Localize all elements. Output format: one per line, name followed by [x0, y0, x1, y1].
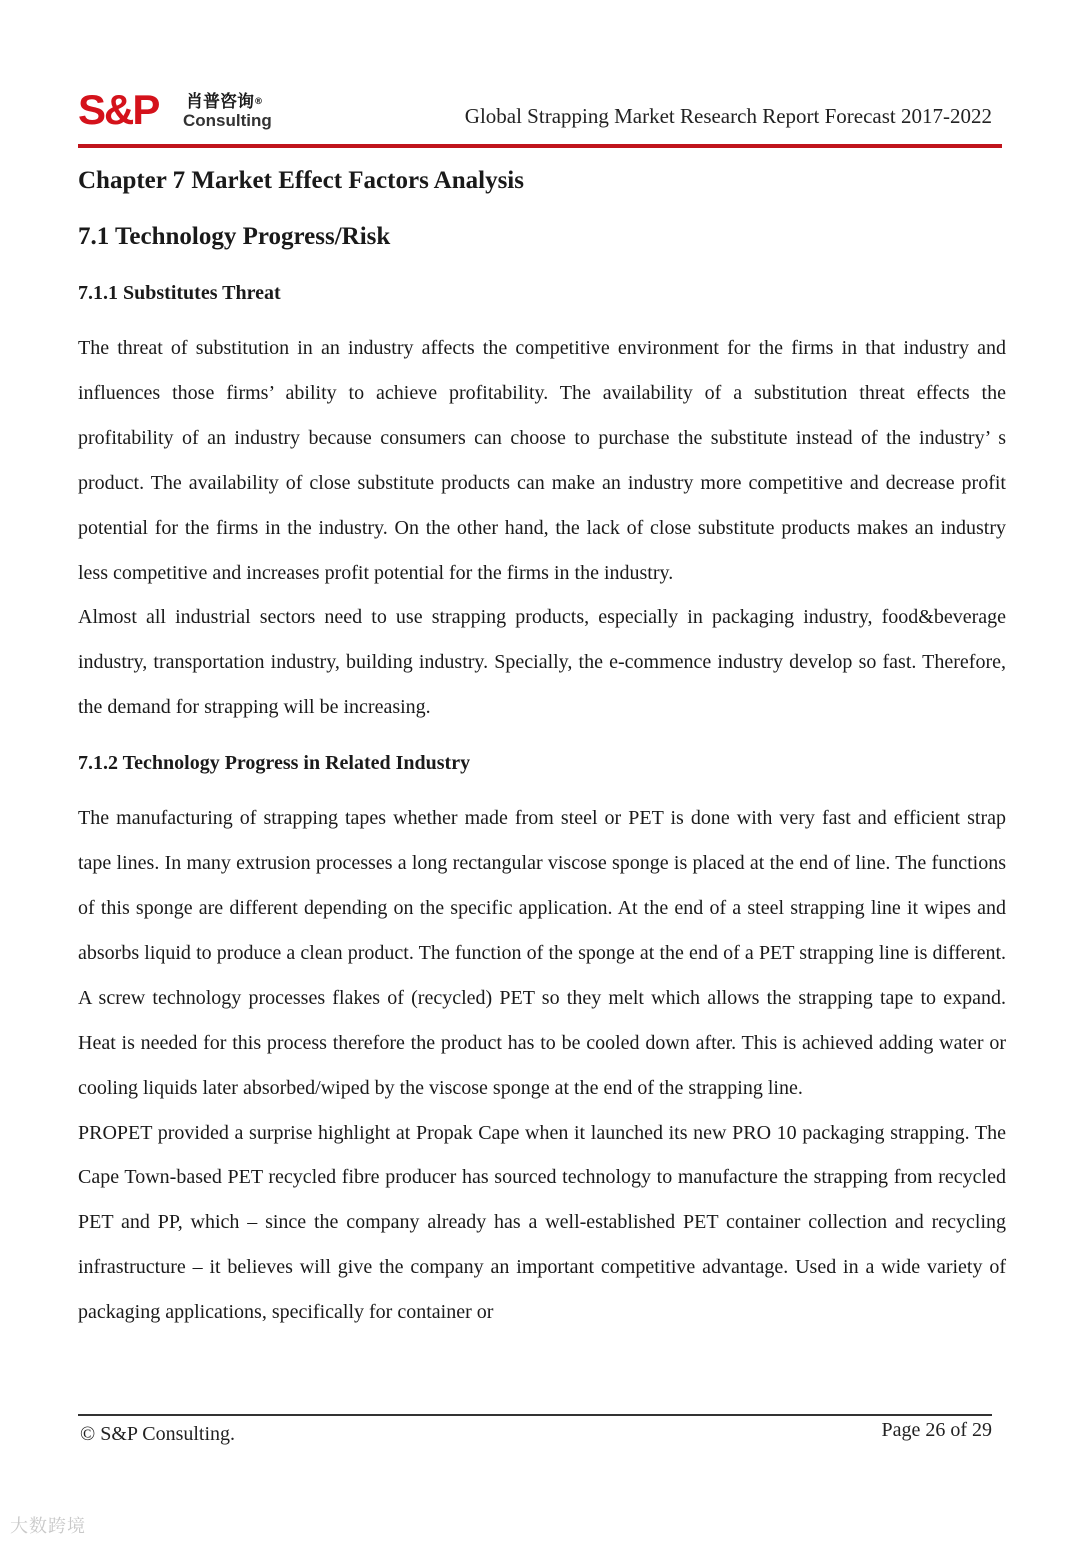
paragraph: Almost all industrial sectors need to use strapping products, especially in packaging industry, food&beverage industry, transportation industry, building industry. Specially, the e-commence industry develop so fast. Therefore, the demand for strapping will be increasing.	[78, 606, 1006, 719]
page-header	[78, 86, 1002, 146]
page-content	[78, 158, 1006, 1335]
logo-mark: S&P	[78, 86, 159, 133]
logo-chinese-name: 肖普咨询®	[186, 92, 263, 112]
page-number: Page 26 of 29	[881, 1419, 992, 1441]
footer-divider	[78, 1414, 992, 1416]
paragraph: PROPET provided a surprise highlight at Propak Cape when it launched its new PRO 10 packaging strapping. The Cape Town-based PET recycled fibre producer has sourced technology to manufacture the strapping from recycled PET and PP, which – since the company already has a well-established PET container collection and recycling infrastructure – it believes will give the company an important competitive advantage. Used in a wide variety of packaging applications, specifically for container or	[78, 1121, 1006, 1324]
report-title: Global Strapping Market Research Report Forecast 2017-2022	[464, 104, 992, 128]
company-logo	[78, 86, 283, 134]
chapter-title: Chapter 7 Market Effect Factors Analysis	[78, 167, 524, 194]
logo-english-name: Consulting	[183, 111, 272, 130]
paragraph: The manufacturing of strapping tapes whether made from steel or PET is done with very fast and efficient strap tape lines. In many extrusion processes a long rectangular viscose sponge is placed at the end of line. The functions of this sponge are different depending on the specific application. At the end of a steel strapping line it wipes and absorbs liquid to produce a clean product. The function of the sponge at the end of a PET strapping line is different. A screw technology processes flakes of (recycled) PET so they melt which allows the strapping tape to expand. Heat is needed for this process therefore the product has to be cooled down after. This is achieved adding water or cooling liquids later absorbed/wiped by the viscose sponge at the end of the strapping line.	[78, 807, 1006, 1099]
watermark: 大数跨境	[10, 1516, 86, 1537]
copyright-notice: © S&P Consulting.	[80, 1423, 236, 1445]
section-title: 7.1 Technology Progress/Risk	[78, 223, 391, 250]
header-divider	[78, 144, 1002, 148]
subsection-title: 7.1.2 Technology Progress in Related Industry	[78, 752, 471, 775]
subsection-title: 7.1.1 Substitutes Threat	[78, 282, 281, 304]
paragraph: The threat of substitution in an industry affects the competitive environment for the firms in that industry and influences those firms’ ability to achieve profitability. The availability of a substitution threat effects the profitability of an industry because consumers can choose to purchase the substitute instead of the industry’ s product. The availability of close substitute products can make an industry more competitive and decrease profit potential for the firms in the industry. On the other hand, the lack of close substitute products makes an industry less competitive and increases profit potential for the firms in the industry.	[78, 337, 1006, 584]
